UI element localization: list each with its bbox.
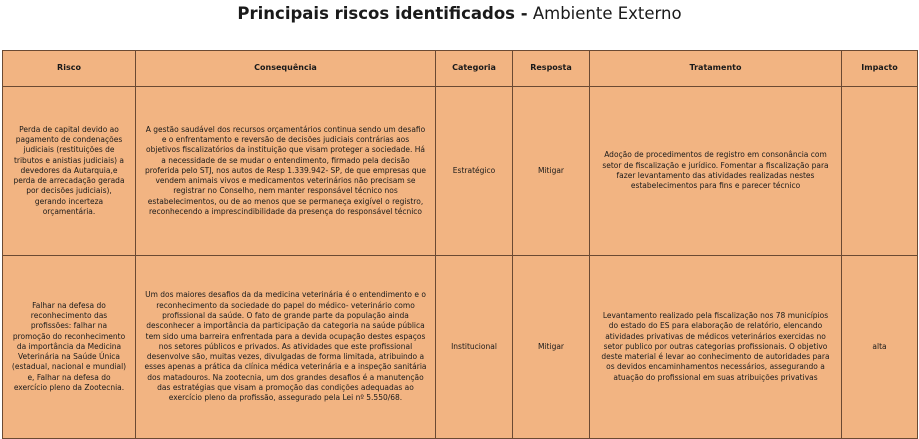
cell-impacto: [842, 87, 918, 256]
header-categoria: Categoria: [436, 51, 513, 87]
header-tratamento: Tratamento: [590, 51, 842, 87]
cell-consequencia: Um dos maiores desafios da da medicina veterinária é o entendimento e o reconhecimento da sociedade do papel do médico- veterinário como profissional da saúde. O fato de grande parte da população ainda desconhecer a importância da participação da categoria na saúde pública tem sido uma barreira enfrentada para a devida ocupação destes espaços nos setores públicos e privados. As atividades que este profissional desenvolve são, muitas vezes, divulgadas de forma limitada, atribuindo a esses apenas a prática da clínica médica veterinária e a inspeção sanitária dos matadouros. Na zootecnia, um dos grandes desafios é a manutenção das estratégias que visam a promoção das condições adequadas ao exercício pleno da profissão, assegurado pela Lei nº 5.550/68.: [136, 256, 436, 439]
cell-categoria: Estratégico: [436, 87, 513, 256]
table-row: [3, 256, 918, 439]
cell-impacto: alta: [842, 256, 918, 439]
cell-categoria: Institucional: [436, 256, 513, 439]
header-resposta: Resposta: [513, 51, 590, 87]
title-subtitle: Ambiente Externo: [532, 4, 682, 23]
table-header-row: [3, 51, 918, 87]
header-impacto: Impacto: [842, 51, 918, 87]
cell-risco: Perda de capital devido ao pagamento de condenações judiciais (restituições de tributos e anistias judiciais) a devedores da Autarquia,e perda de arrecadação gerada por decisões judiciais), gerando incerteza orçamentária.: [3, 87, 136, 256]
header-risco: Risco: [3, 51, 136, 87]
cell-resposta: Mitigar: [513, 256, 590, 439]
cell-consequencia: A gestão saudável dos recursos orçamentários continua sendo um desafio e o enfrentamento e reversão de decisões judiciais contrárias aos objetivos fiscalizatórios da instituição que visam proteger a sociedade. Há a necessidade de se mudar o entendimento, firmado pela decisão proferida pelo STJ, nos autos de Resp 1.339.942- SP, de que empresas que vendem animais vivos e medicamentos veterinários não precisam se registrar no Conselho, nem manter responsável técnico nos estabelecimentos, ou de ao menos que se permaneça exigível o registro, reconhecendo a imprescindibilidade da presença do responsável técnico: [136, 87, 436, 256]
title-bold: Principais riscos identificados -: [237, 4, 528, 23]
table-row: [3, 87, 918, 256]
cell-tratamento: Adoção de procedimentos de registro em consonância com setor de fiscalização e jurídico. Fomentar a fiscalização para fazer levantamento das atividades realizadas nestes estabelecimentos para fins e parecer técnico: [590, 87, 842, 256]
cell-resposta: Mitigar: [513, 87, 590, 256]
header-consequencia: Consequência: [136, 51, 436, 87]
cell-tratamento: Levantamento realizado pela fiscalização nos 78 municípios do estado do ES para elaboração de relatório, elencando atividades privativas de médicos veterinários exercidas no setor publico por outras categorias profissionais. O objetivo deste material é levar ao conhecimento de autoridades para os devidos encaminhamentos necessários, assegurando a atuação do profissional em suas atribuições privativas: [590, 256, 842, 439]
cell-risco: Falhar na defesa do reconhecimento das profissões: falhar na promoção do reconhecimento da importância da Medicina Veterinária na Saúde Única (estadual, nacional e mundial) e, Falhar na defesa do exercício pleno da Zootecnia.: [3, 256, 136, 439]
risk-table: [2, 50, 918, 439]
page-title: [0, 3, 919, 25]
